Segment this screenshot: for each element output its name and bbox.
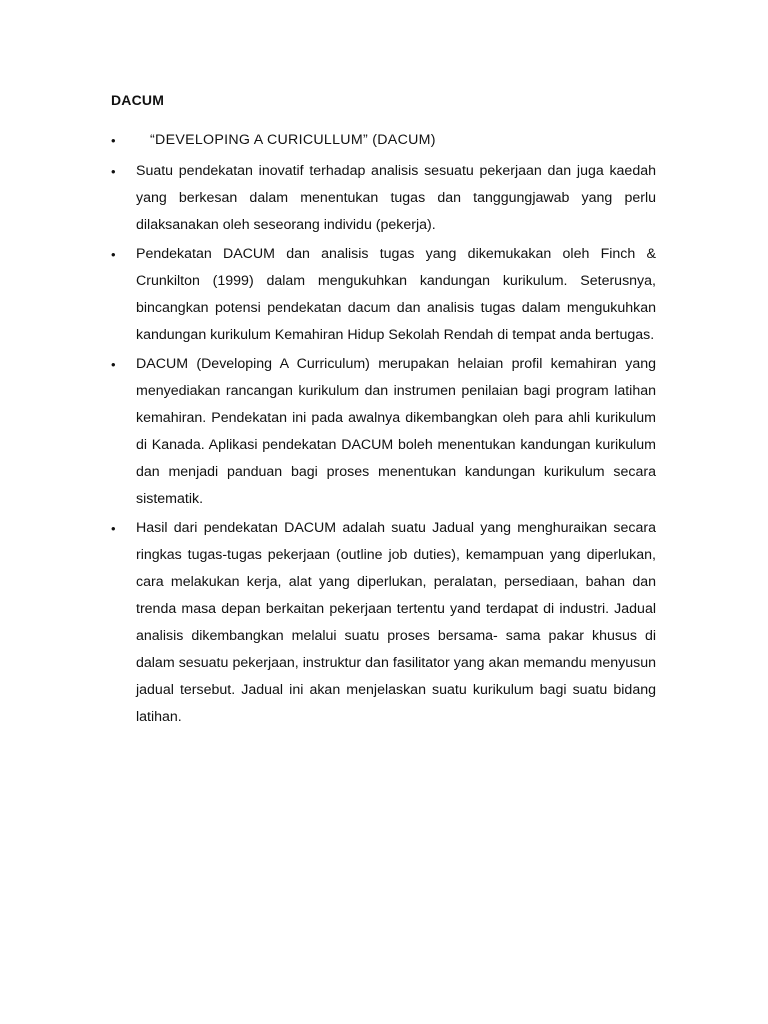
list-item-text: Pendekatan DACUM dan analisis tugas yang dikemukakan oleh Finch & Crunkilton (1999) dalam mengukuhkan kandungan kurikulum. Seterusnya, bincangkan potensi pendekatan dacum dan analisis tugas dalam mengukuhkan kandungan kurikulum Kemahiran Hidup Sekolah Rendah di tempat anda bertugas.: [136, 246, 656, 343]
bullet-icon: •: [111, 133, 116, 148]
list-item: [111, 241, 656, 349]
document-heading: DACUM: [111, 92, 165, 108]
list-item: [111, 127, 656, 154]
bullet-icon: •: [111, 247, 116, 262]
list-item-text: “DEVELOPING A CURICULLUM” (DACUM): [150, 132, 436, 148]
bullet-icon: •: [111, 521, 116, 536]
bullet-icon: •: [111, 164, 116, 179]
list-item-text: DACUM (Developing A Curriculum) merupakan helaian profil kemahiran yang menyediakan rancangan kurikulum dan instrumen penilaian bagi program latihan kemahiran. Pendekatan ini pada awalnya dikembangkan oleh para ahli kurikulum di Kanada. Aplikasi pendekatan DACUM boleh menentukan kandungan kurikulum dan menjadi panduan bagi proses menentukan kandungan kurikulum secara sistematik.: [136, 356, 656, 507]
list-item-text: Hasil dari pendekatan DACUM adalah suatu Jadual yang menghuraikan secara ringkas tugas-tugas pekerjaan (outline job duties), kemampuan yang diperlukan, cara melakukan kerja, alat yang diperlukan, peralatan, persediaan, bahan dan trenda masa depan berkaitan pekerjaan tertentu yand terdapat di industri. Jadual analisis dikembangkan melalui suatu proses bersama- sama pakar khusus di dalam sesuatu pekerjaan, instruktur dan fasilitator yang akan memandu menyusun jadual tersebut. Jadual ini akan menjelaskan suatu kurikulum bagi suatu bidang latihan.: [136, 520, 656, 725]
bullet-icon: •: [111, 357, 116, 372]
list-item-text: Suatu pendekatan inovatif terhadap analisis sesuatu pekerjaan dan juga kaedah yang berkesan dalam menentukan tugas dan tanggungjawab yang perlu dilaksanakan oleh seseorang individu (pekerja).: [136, 163, 656, 233]
list-item: [111, 515, 656, 731]
bullet-list: [111, 127, 656, 731]
list-item: [111, 351, 656, 513]
list-item: [111, 158, 656, 239]
